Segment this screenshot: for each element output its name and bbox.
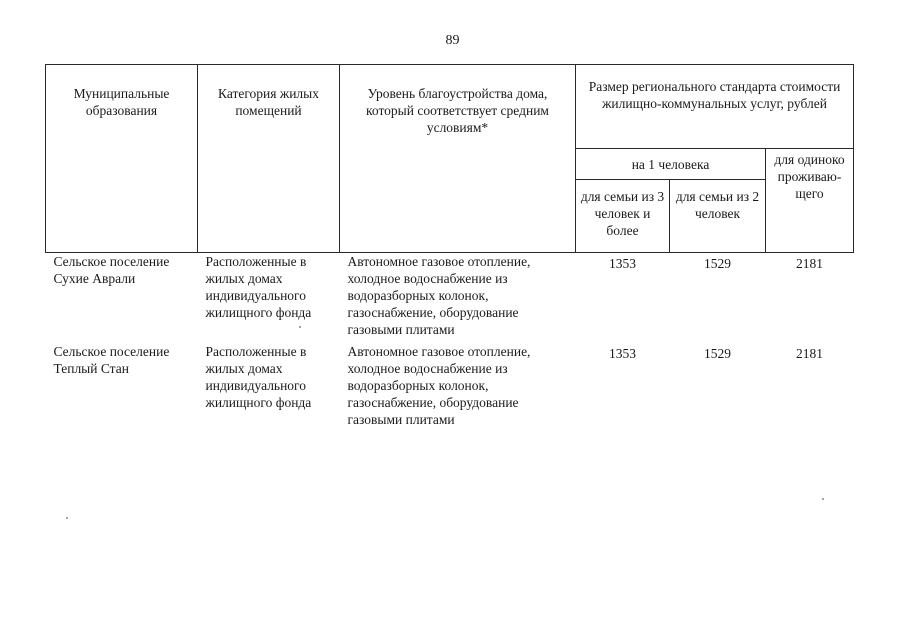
table-row	[46, 253, 854, 344]
cell-family-3plus: 1353	[609, 256, 636, 271]
cell-family-2: 1529	[704, 346, 731, 361]
header-category: Категория жилых помещений	[198, 65, 340, 253]
header-standard-size: Размер регионального стандарта стоимости жилищно-коммунальных услуг, рублей	[576, 65, 854, 149]
cell-category: Расположенные в жилых домах индивидуального жилищного фонда	[205, 254, 312, 320]
cell-municipality: Сельское поселение Сухие Аврали	[53, 254, 170, 286]
cell-amenities: Автономное газовое отопление, холодное водоснабжение из водоразборных колонок, газоснабжение, оборудование газовыми плитами	[347, 344, 531, 427]
scan-speck	[66, 517, 68, 519]
header-municipality: Муниципальные образования	[46, 65, 198, 253]
header-per-person: на 1 человека	[576, 149, 766, 180]
page-number: 89	[445, 33, 460, 48]
cell-single: 2181	[796, 346, 824, 361]
table-row	[46, 343, 854, 435]
cell-family-2: 1529	[704, 256, 731, 271]
standard-cost-table	[45, 64, 854, 435]
scan-speck	[299, 326, 301, 328]
cell-amenities: Автономное газовое отопление, холодное водоснабжение из водоразборных колонок, газоснабжение, оборудование газовыми плитами	[347, 254, 531, 337]
header-family-3plus: для семьи из 3 человек и более	[576, 180, 670, 253]
cell-family-3plus: 1353	[609, 346, 636, 361]
header-family-2: для семьи из 2 человек	[670, 180, 766, 253]
cell-municipality: Сельское поселение Теплый Стан	[53, 344, 170, 376]
cell-category: Расположенные в жилых домах индивидуального жилищного фонда	[205, 344, 312, 410]
header-amenities: Уровень благоустройства дома, который соответствует средним условиям*	[340, 65, 576, 253]
cell-single: 2181	[796, 256, 824, 271]
scan-speck	[822, 498, 824, 500]
header-single-resident: для одиноко проживаю-щего	[766, 149, 854, 253]
